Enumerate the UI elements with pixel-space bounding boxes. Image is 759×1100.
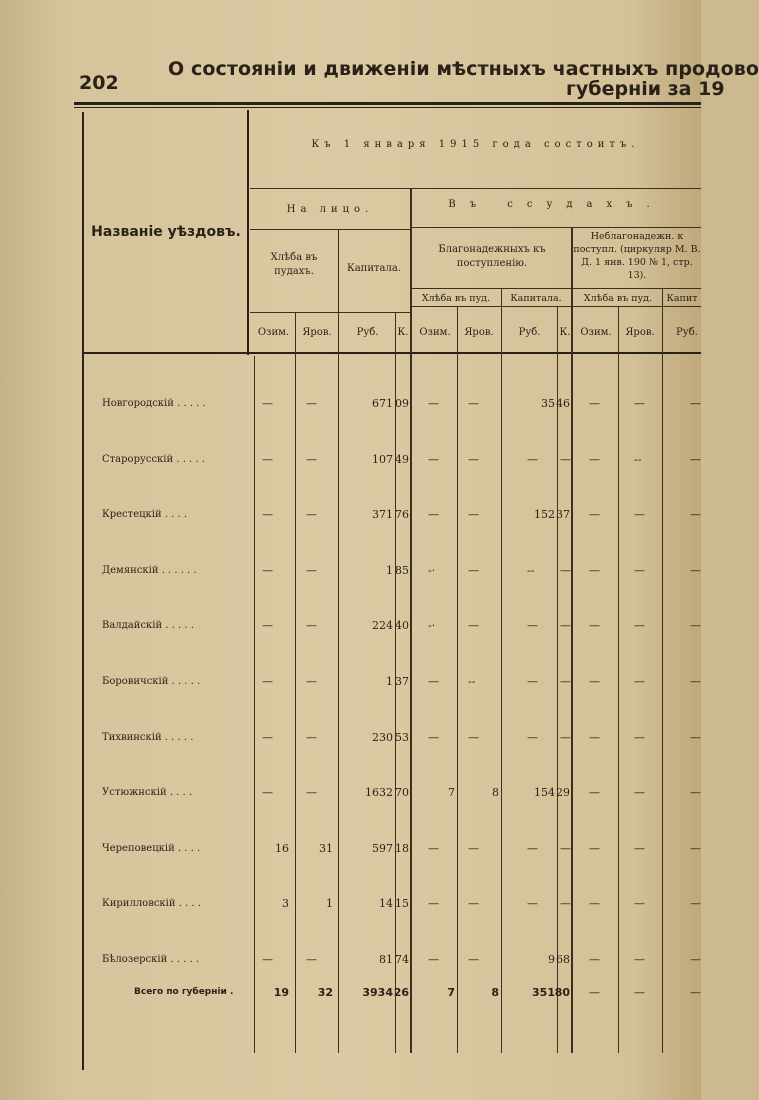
table-cell: — bbox=[527, 675, 538, 688]
sub2-khleba-vpud-2: Хлѣба въ пуд. bbox=[583, 293, 653, 304]
header-line-3a bbox=[250, 312, 411, 313]
table-cell: — bbox=[262, 619, 273, 633]
table-cell: 3934 bbox=[362, 986, 393, 999]
table-cell: — bbox=[468, 730, 479, 744]
table-cell: — bbox=[690, 563, 701, 577]
table-cell: — bbox=[690, 508, 701, 522]
header-line-3b bbox=[411, 306, 701, 307]
table-cell: — bbox=[262, 452, 273, 466]
col-line bbox=[662, 289, 663, 1053]
table-cell: 14 bbox=[379, 897, 393, 911]
table-cell: -- bbox=[468, 675, 476, 688]
header-rule-thin bbox=[74, 107, 701, 108]
table-cell: — bbox=[690, 786, 701, 800]
table-cell: 8 bbox=[492, 786, 499, 800]
table-cell: — bbox=[690, 953, 701, 966]
table-cell: 80 bbox=[554, 986, 570, 999]
table-cell: — bbox=[262, 786, 273, 800]
table-cell: — bbox=[589, 397, 600, 410]
table-cell: — bbox=[690, 897, 701, 911]
col-rub: Руб. bbox=[356, 327, 379, 338]
table-cell: — bbox=[428, 675, 439, 688]
table-cell: — bbox=[634, 786, 645, 800]
table-cell: — bbox=[527, 841, 538, 855]
table-cell: 15 bbox=[395, 897, 409, 911]
col-line bbox=[618, 307, 619, 1053]
table-cell: — bbox=[589, 675, 600, 688]
table-cell: -- bbox=[527, 563, 535, 577]
col-rub2: Руб. bbox=[518, 327, 541, 338]
table-cell: 37 bbox=[395, 675, 409, 688]
table-cell: — bbox=[634, 841, 645, 855]
table-cell: 32 bbox=[317, 986, 333, 999]
table-cell: 70 bbox=[395, 786, 409, 800]
table-cell: — bbox=[634, 730, 645, 744]
table-cell: 85 bbox=[395, 563, 409, 577]
header-bottom-rule bbox=[84, 352, 701, 354]
row-name: Крестецкiй . . . . bbox=[102, 509, 188, 521]
table-cell: 1 bbox=[386, 675, 393, 688]
table-cell: — bbox=[690, 675, 701, 688]
table-cell: — bbox=[690, 397, 701, 410]
table-cell: 76 bbox=[395, 508, 409, 522]
table-cell: — bbox=[634, 953, 645, 966]
table-cell: 16 bbox=[275, 841, 289, 855]
col-k: К. bbox=[397, 327, 409, 338]
table-cell: — bbox=[634, 675, 645, 688]
table-cell: 154 bbox=[534, 786, 555, 800]
total-row-label: Всего по губернiи . bbox=[134, 987, 234, 997]
table-cell: 8 bbox=[491, 986, 499, 999]
row-name: Устюжнскiй . . . . bbox=[102, 787, 193, 799]
sub2-kapitala-2: Капит bbox=[666, 293, 698, 304]
table-cell: 7 bbox=[447, 986, 455, 999]
table-cell: — bbox=[428, 730, 439, 744]
table-cell: — bbox=[690, 841, 701, 855]
table-cell: 74 bbox=[395, 953, 409, 966]
table-cell: — bbox=[634, 986, 645, 999]
table-cell: 597 bbox=[372, 841, 393, 855]
table-cell: — bbox=[690, 619, 701, 633]
table-cell: — bbox=[589, 986, 600, 999]
col-line bbox=[501, 289, 502, 1053]
row-name: Тихвинскiй . . . . . bbox=[102, 731, 194, 743]
page-number: 202 bbox=[79, 72, 119, 94]
table-cell: — bbox=[306, 730, 317, 744]
col-ozim3: Озим. bbox=[580, 327, 612, 338]
table-cell: 7 bbox=[448, 786, 455, 800]
page-title-line2: губернiи за 19 bbox=[566, 78, 725, 100]
table-cell: 1 bbox=[386, 563, 393, 577]
header-line-3 bbox=[411, 288, 701, 289]
table-cell: — bbox=[634, 619, 645, 633]
table-cell: — bbox=[468, 397, 479, 410]
table-cell: — bbox=[690, 452, 701, 466]
table-cell: — bbox=[468, 508, 479, 522]
table-cell: — bbox=[560, 675, 571, 688]
table-cell: — bbox=[428, 508, 439, 522]
col-line bbox=[295, 313, 296, 1053]
table-cell: 351 bbox=[532, 986, 555, 999]
table-cell: -- bbox=[634, 452, 642, 466]
table-cell: -· bbox=[428, 619, 436, 633]
table-cell: — bbox=[589, 841, 600, 855]
table-cell: — bbox=[560, 563, 571, 577]
table-cell: — bbox=[527, 619, 538, 633]
row-name: Демянскiй . . . . . . bbox=[102, 564, 197, 576]
table-cell: — bbox=[589, 563, 600, 577]
top-header: Къ 1 января 1915 года состоитъ. bbox=[311, 139, 640, 150]
table-cell: — bbox=[634, 397, 645, 410]
row-name: Кирилловскiй . . . . bbox=[102, 898, 201, 910]
table-cell: — bbox=[690, 730, 701, 744]
table-cell: 18 bbox=[395, 841, 409, 855]
table-cell: — bbox=[428, 953, 439, 966]
table-cell: — bbox=[589, 897, 600, 911]
table-cell: 40 bbox=[395, 619, 409, 633]
table-cell: 26 bbox=[393, 986, 409, 999]
table-cell: 53 bbox=[395, 730, 409, 744]
table-cell: — bbox=[306, 397, 317, 410]
col-line bbox=[457, 307, 458, 1053]
table-cell: — bbox=[262, 730, 273, 744]
table-cell: 152 bbox=[534, 508, 555, 522]
table-cell: 1632 bbox=[365, 786, 393, 800]
col-line bbox=[557, 307, 558, 1053]
table-cell: — bbox=[428, 452, 439, 466]
table-cell: 1 bbox=[326, 897, 333, 911]
sub-khleba-pudakh: Хлѣба въ пудахъ. bbox=[270, 252, 318, 277]
table-cell: — bbox=[306, 563, 317, 577]
sub-blagonadezhnykh: Благонадежныхъ къ поступленiю. bbox=[438, 244, 546, 269]
table-cell: — bbox=[262, 563, 273, 577]
table-cell: 35 bbox=[541, 397, 555, 410]
table-cell: — bbox=[527, 452, 538, 466]
table-cell: 37 bbox=[556, 508, 570, 522]
table-cell: — bbox=[428, 841, 439, 855]
table-cell: — bbox=[560, 730, 571, 744]
col-yarov2: Яров. bbox=[464, 327, 494, 338]
col-ozim2: Озим. bbox=[419, 327, 451, 338]
table-cell: — bbox=[262, 397, 273, 410]
table-cell: — bbox=[306, 953, 317, 966]
col-line bbox=[254, 356, 255, 1053]
table-cell: 3 bbox=[282, 897, 289, 911]
table-cell: — bbox=[634, 563, 645, 577]
table-cell: — bbox=[468, 563, 479, 577]
header-rule bbox=[74, 102, 701, 105]
page-title-line1: О состоянiи и движенiи мѣстныхъ частныхъ продово bbox=[168, 58, 759, 80]
col-line bbox=[410, 188, 412, 1053]
col-yarov: Яров. bbox=[302, 327, 332, 338]
table-cell: — bbox=[560, 841, 571, 855]
table-cell: -· bbox=[428, 563, 436, 577]
table-cell: — bbox=[527, 730, 538, 744]
row-name: Череповецкiй . . . . bbox=[102, 842, 201, 854]
header-line-2a bbox=[250, 229, 411, 230]
table-cell: 107 bbox=[372, 452, 393, 466]
table-cell: — bbox=[589, 953, 600, 966]
table-cell: 671 bbox=[372, 397, 393, 410]
table-cell: — bbox=[468, 897, 479, 911]
table-cell: — bbox=[262, 508, 273, 522]
table-cell: — bbox=[634, 508, 645, 522]
table-cell: — bbox=[589, 786, 600, 800]
table-cell: — bbox=[468, 619, 479, 633]
table-cell: — bbox=[560, 452, 571, 466]
row-name: Валдайскiй . . . . . bbox=[102, 620, 194, 632]
table-cell: — bbox=[262, 675, 273, 688]
table-cell: 09 bbox=[395, 397, 409, 410]
sub-neblagonadezhn: Неблагонадежн. к поступл. (циркуляр М. В. Д. 1 янв. 190 № 1, стр. 13). bbox=[573, 231, 701, 281]
col-line bbox=[338, 230, 339, 1053]
header-line-1 bbox=[250, 188, 701, 189]
table-cell: — bbox=[690, 986, 701, 999]
table-cell: — bbox=[306, 786, 317, 800]
table-cell: 29 bbox=[556, 786, 570, 800]
table-cell: 371 bbox=[372, 508, 393, 522]
header-line-2b bbox=[411, 227, 701, 228]
table-cell: 230 bbox=[372, 730, 393, 744]
table-cell: — bbox=[306, 508, 317, 522]
sub2-kapitala-1: Капитала. bbox=[510, 293, 562, 304]
table-cell: — bbox=[262, 953, 273, 966]
table-cell: — bbox=[589, 508, 600, 522]
table-cell: 68 bbox=[556, 953, 570, 966]
table-cell: 46 bbox=[556, 397, 570, 410]
table-cell: — bbox=[306, 452, 317, 466]
col-yarov3: Яров. bbox=[625, 327, 655, 338]
row-name: Новгородскiй . . . . . bbox=[102, 398, 206, 409]
table-cell: — bbox=[468, 452, 479, 466]
table-cell: — bbox=[306, 619, 317, 633]
sub-kapitala: Капитала. bbox=[346, 263, 402, 274]
table-cell: — bbox=[527, 897, 538, 911]
table-cell: — bbox=[634, 897, 645, 911]
table-cell: — bbox=[589, 730, 600, 744]
table-cell: 9 bbox=[548, 953, 555, 966]
table-cell: 81 bbox=[379, 953, 393, 966]
table-left-border bbox=[82, 112, 84, 1070]
group-nalitso: На лицо. bbox=[286, 204, 374, 215]
table-cell: — bbox=[306, 675, 317, 688]
col-rub3: Руб. bbox=[676, 327, 698, 338]
name-column-header: Названiе уѣздовъ. bbox=[91, 224, 241, 240]
table-cell: — bbox=[560, 619, 571, 633]
row-name: Бѣлозерскiй . . . . . bbox=[102, 954, 200, 965]
table-cell: 49 bbox=[395, 452, 409, 466]
row-name: Боровичскiй . . . . . bbox=[102, 676, 201, 687]
table-cell: 19 bbox=[273, 986, 289, 999]
name-column-divider bbox=[247, 110, 249, 355]
col-ozim: Озим. bbox=[257, 327, 290, 338]
table-cell: — bbox=[428, 897, 439, 911]
table-cell: — bbox=[560, 897, 571, 911]
col-k2: К. bbox=[559, 327, 571, 338]
row-name: Старорусскiй . . . . . bbox=[102, 453, 205, 465]
col-line bbox=[571, 228, 573, 1053]
table-cell: — bbox=[589, 452, 600, 466]
group-vssudakh: Въ ссудахъ. bbox=[448, 199, 664, 210]
table-cell: — bbox=[468, 841, 479, 855]
table-cell: — bbox=[428, 397, 439, 410]
table-cell: 224 bbox=[372, 619, 393, 633]
table-cell: 31 bbox=[319, 841, 333, 855]
table-cell: — bbox=[468, 953, 479, 966]
table-cell: — bbox=[589, 619, 600, 633]
sub2-khleba-vpud-1: Хлѣба въ пуд. bbox=[421, 293, 491, 304]
